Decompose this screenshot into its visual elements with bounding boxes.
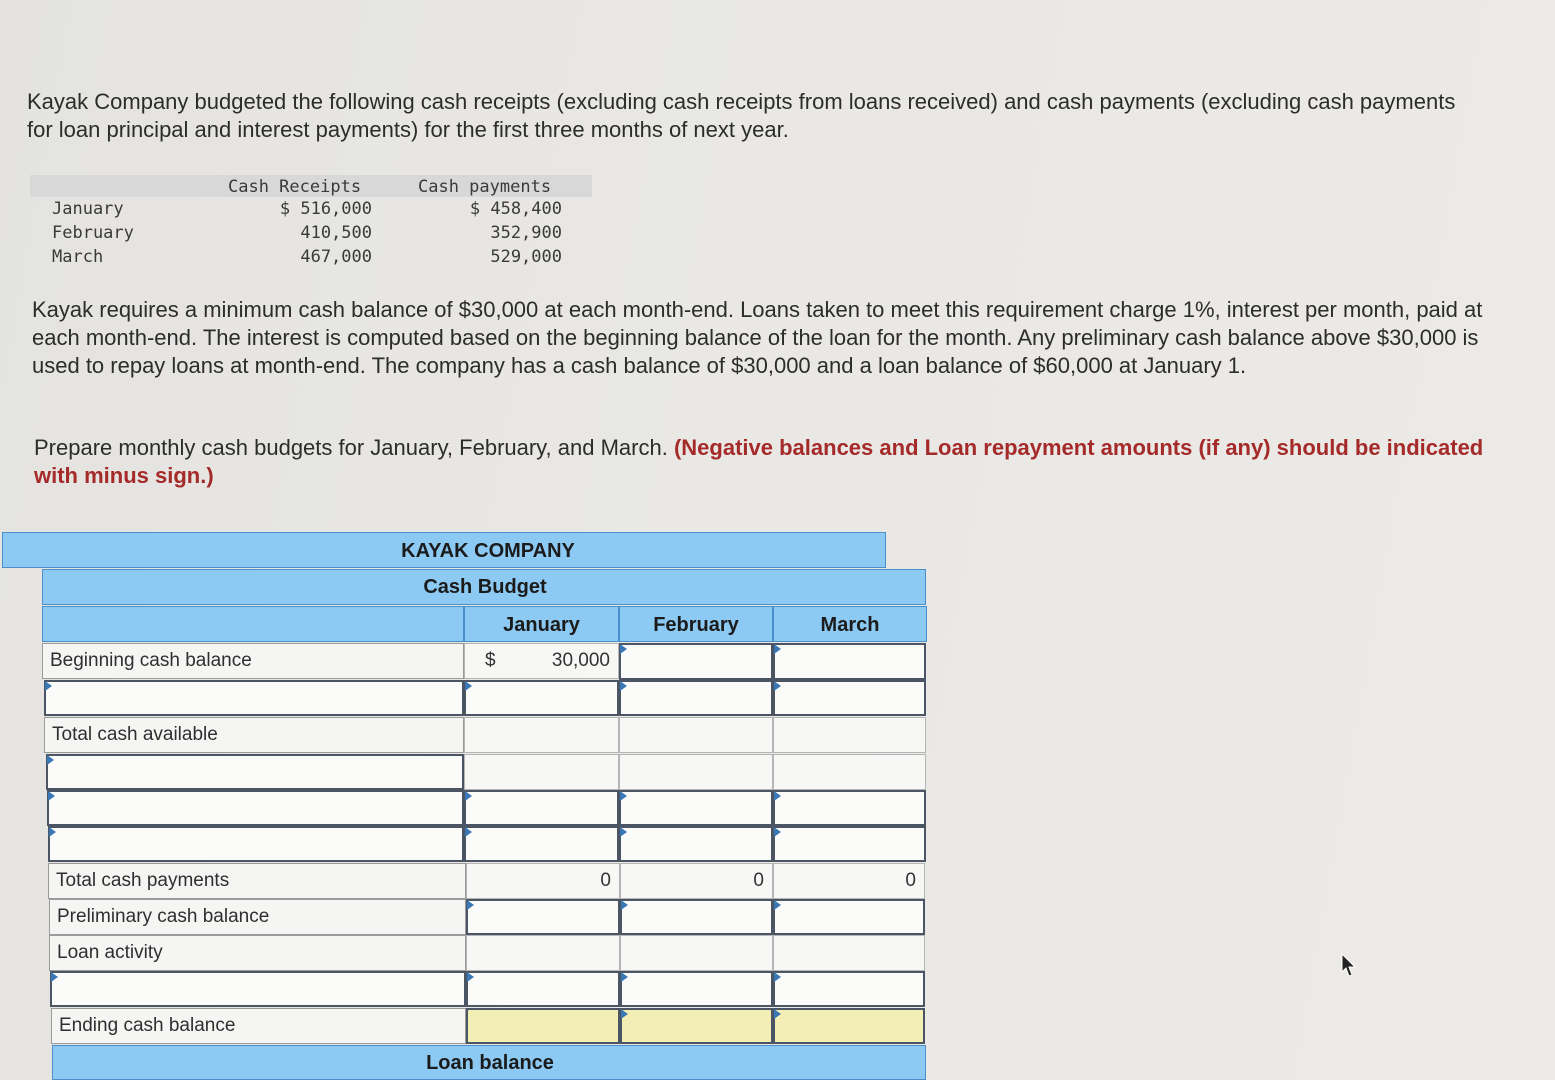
preliminary-march-input[interactable] [773, 899, 925, 935]
month-label: March [52, 247, 104, 267]
payments-value: 529,000 [490, 247, 562, 267]
data-table-header [30, 175, 592, 197]
loan-balance-title: Loan balance [426, 1052, 554, 1074]
row5-label-input[interactable] [47, 790, 464, 826]
receipts-value: 410,500 [300, 223, 372, 243]
total-payments-january-value: 0 [600, 870, 611, 891]
requirement-paragraph: Kayak requires a minimum cash balance of $30,000 at each month-end. Loans taken to meet this requirement charge 1%, interest per month, paid at each month-end. The interest is computed based on the beginning balance of the loan for the month. Any preliminary cash balance above $30,000 is used to repay loans at month-end. The company has a cash balance of $30,000 and a loan balance of $60,000 at January 1. [32, 297, 1483, 378]
row5-january-input[interactable] [464, 790, 619, 826]
total-cash-available-february [619, 717, 773, 753]
beginning-cash-january-value: 30,000 [551, 650, 610, 671]
month-label: February [52, 223, 134, 243]
row6-label-input[interactable] [48, 826, 464, 862]
loan-activity-march [773, 935, 925, 971]
preliminary-february-input[interactable] [620, 899, 773, 935]
loan-activity-label: Loan activity [49, 935, 466, 971]
beginning-cash-january [464, 643, 619, 679]
total-cash-available-label: Total cash available [44, 717, 464, 753]
row2-label-input[interactable] [44, 680, 464, 716]
preliminary-january-input[interactable] [466, 899, 620, 935]
receipts-header: Cash Receipts [228, 177, 362, 197]
row5-march-input[interactable] [773, 790, 926, 826]
column-header-february: February [619, 606, 773, 642]
row10-february-input[interactable] [620, 971, 773, 1007]
row4-label-input[interactable] [46, 754, 464, 790]
budget-title: Cash Budget [423, 576, 547, 598]
payments-value: $ 458,400 [469, 199, 562, 219]
cash-data-table [30, 175, 592, 269]
loan-activity-february [620, 935, 773, 971]
payments-header: Cash payments [418, 177, 552, 197]
label-column-header [42, 606, 464, 642]
mouse-cursor-icon [1340, 952, 1358, 978]
total-cash-payments-label: Total cash payments [48, 863, 466, 899]
data-row-january [30, 197, 592, 221]
total-payments-march [773, 863, 925, 899]
loan-balance-header [52, 1045, 926, 1080]
data-row-march [30, 245, 592, 269]
instructions-text: Prepare monthly cash budgets for January, February, and March. [34, 435, 668, 460]
receipts-value: $ 516,000 [279, 199, 372, 219]
row4-january-cell [464, 754, 619, 790]
company-name: KAYAK COMPANY [401, 540, 575, 562]
row10-january-input[interactable] [466, 971, 620, 1007]
column-header-march: March [773, 606, 927, 642]
row10-label-input[interactable] [50, 971, 466, 1007]
data-row-february [30, 221, 592, 245]
instructions-paragraph [34, 434, 1494, 490]
beginning-cash-label: Beginning cash balance [42, 643, 464, 679]
total-payments-february [620, 863, 773, 899]
receipts-value: 467,000 [300, 247, 372, 267]
company-header [2, 532, 886, 568]
payments-value: 352,900 [490, 223, 562, 243]
total-payments-february-value: 0 [753, 870, 764, 891]
row2-february-input[interactable] [619, 680, 773, 716]
row6-february-input[interactable] [619, 826, 773, 862]
budget-title-header [42, 569, 926, 605]
row10-march-input[interactable] [773, 971, 925, 1007]
preliminary-cash-label: Preliminary cash balance [49, 899, 466, 935]
month-label: January [52, 199, 124, 219]
total-cash-available-march [773, 717, 926, 753]
total-cash-available-january [464, 717, 619, 753]
row2-january-input[interactable] [464, 680, 619, 716]
ending-cash-january-input[interactable] [466, 1008, 620, 1044]
ending-cash-march-input[interactable] [773, 1008, 925, 1044]
row6-march-input[interactable] [773, 826, 926, 862]
row5-february-input[interactable] [619, 790, 773, 826]
instructions-emphasis: (Negative balances and Loan repayment amounts (if any) should be indicated with minus sign.) [34, 435, 1484, 488]
column-header-january: January [464, 606, 619, 642]
row4-february-cell [619, 754, 773, 790]
dollar-sign: $ [485, 650, 496, 671]
row6-january-input[interactable] [464, 826, 619, 862]
beginning-cash-february-input[interactable] [619, 643, 773, 680]
beginning-cash-march-input[interactable] [773, 643, 926, 680]
intro-paragraph: Kayak Company budgeted the following cash receipts (excluding cash receipts from loans received) and cash payments (excluding cash payments for loan principal and interest payments) for the first three months of next year. [27, 89, 1456, 142]
ending-cash-label: Ending cash balance [51, 1008, 466, 1044]
loan-activity-january [466, 935, 620, 971]
ending-cash-february-input[interactable] [620, 1008, 773, 1044]
total-payments-january [466, 863, 620, 899]
row2-march-input[interactable] [773, 680, 926, 716]
row4-march-cell [773, 754, 926, 790]
total-payments-march-value: 0 [905, 870, 916, 891]
